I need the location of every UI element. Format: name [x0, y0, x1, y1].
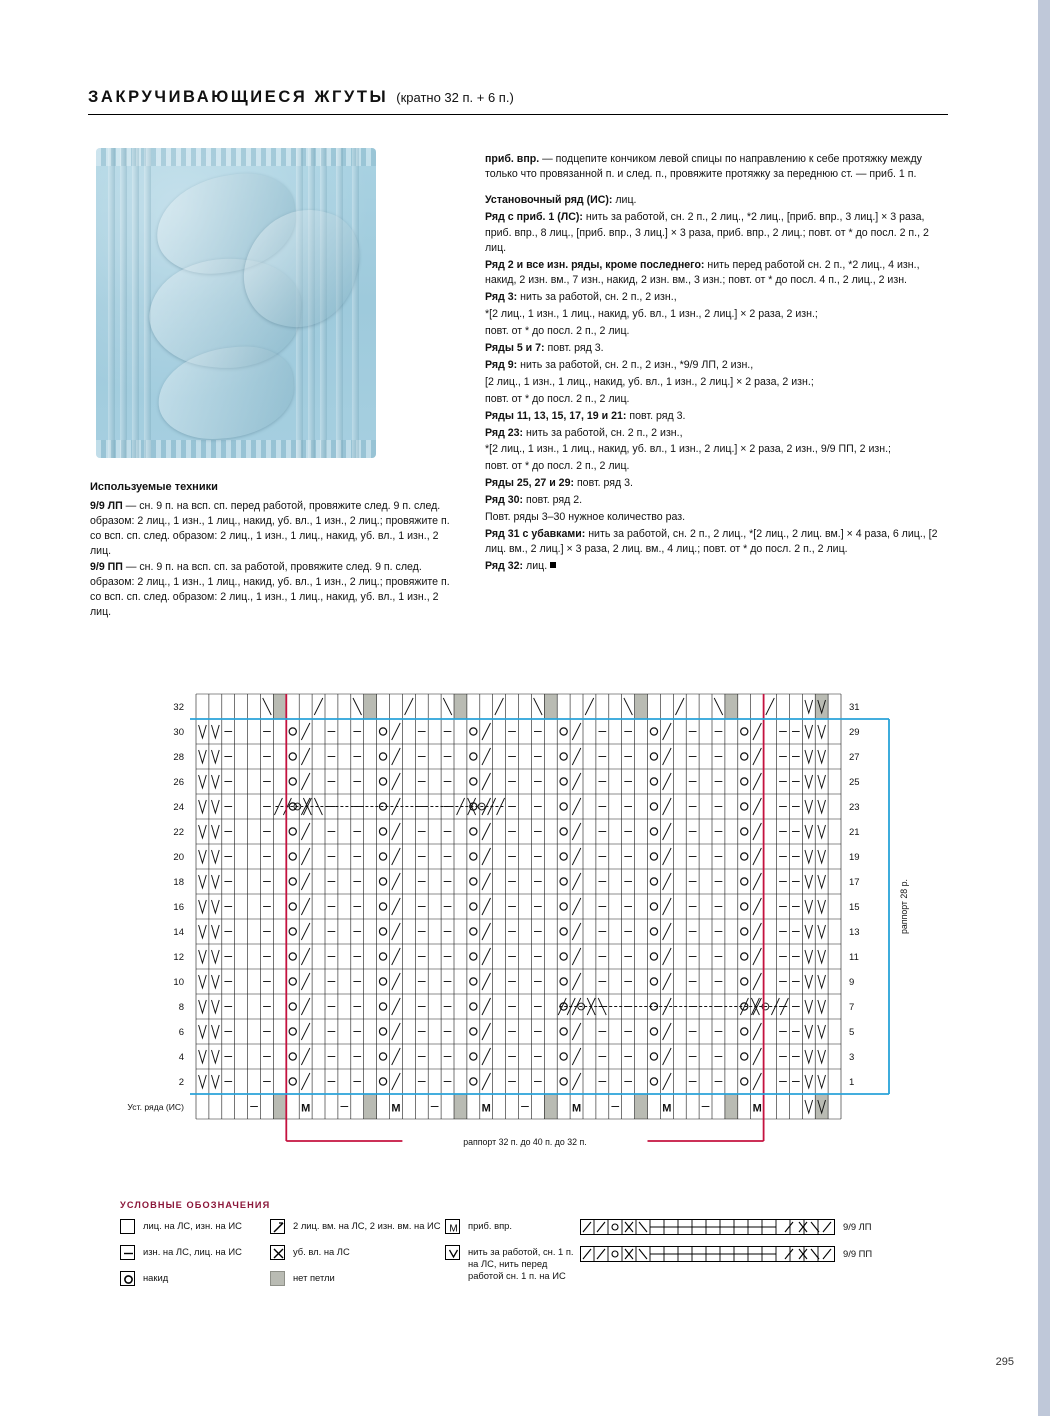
- make-one-square-icon: [445, 1219, 460, 1234]
- svg-text:M: M: [449, 1223, 458, 1235]
- instruction-row: [485, 341, 950, 356]
- instructions-block: [485, 152, 950, 576]
- instruction-label: Ряд 3:: [485, 291, 518, 304]
- legend-item-label: накид: [143, 1272, 169, 1283]
- svg-text:2: 2: [178, 1076, 184, 1088]
- instruction-label: Ряды 25, 27 и 29:: [485, 477, 574, 490]
- technique-label: 9/9 ПП: [90, 560, 123, 573]
- svg-text:M: M: [662, 1102, 672, 1115]
- svg-text:26: 26: [173, 776, 184, 788]
- instruction-row: [485, 409, 950, 424]
- instruction-row: [485, 510, 950, 525]
- page-edge-strip: [1038, 0, 1050, 1416]
- instruction-label: Ряд 9:: [485, 358, 518, 371]
- legend-column-2: [270, 1219, 445, 1297]
- cable-lp-icon: [580, 1219, 835, 1235]
- instruction-text: лиц.: [523, 560, 548, 573]
- abbreviation-label: приб. впр.: [485, 153, 540, 165]
- instruction-row: [485, 476, 950, 491]
- instruction-row: [485, 493, 950, 508]
- swatch-rib: [120, 148, 127, 458]
- instruction-text: *[2 лиц., 1 изн., 1 лиц., накид, уб. вл., 1 изн., 2 лиц.] × 2 раза, 2 изн., 9/9 ПП, 2 изн.;: [485, 443, 891, 456]
- instruction-row: [485, 527, 950, 558]
- technique-item: [90, 560, 450, 620]
- svg-text:4: 4: [178, 1051, 184, 1063]
- instruction-label: Ряд 2 и все изн. ряды, кроме последнего:: [485, 258, 705, 271]
- svg-text:15: 15: [849, 901, 860, 913]
- svg-text:13: 13: [849, 926, 860, 938]
- legend-item: [120, 1271, 270, 1286]
- legend-item: [120, 1219, 270, 1234]
- instruction-label: Ряд 23:: [485, 426, 524, 439]
- svg-text:17: 17: [849, 876, 860, 888]
- instruction-row: [485, 324, 950, 339]
- svg-text:27: 27: [849, 751, 860, 763]
- legend-item-label: лиц. на ЛС, изн. на ИС: [143, 1220, 242, 1231]
- knitting-swatch-photo: [96, 148, 376, 458]
- svg-text:M: M: [391, 1102, 401, 1115]
- svg-text:9: 9: [849, 976, 855, 988]
- k2tog-square-icon: [270, 1219, 285, 1234]
- svg-text:19: 19: [849, 851, 860, 863]
- slip-stitch-square-icon: [445, 1245, 460, 1260]
- legend-item-label: 9/9 ПП: [843, 1248, 873, 1259]
- instruction-text: лиц.: [612, 194, 637, 207]
- technique-text: — сн. 9 п. на всп. сп. за работой, провяжите след. 9 п. след. образом: 2 лиц., 1 изн., 1 лиц., накид, уб. вл., 1 изн., 2 лиц.; провяжите п. со всп. сп. след. образом: 2 лиц., 1 изн., 1 лиц., накид, уб. вл., 1 изн., 2 лиц.: [90, 560, 450, 618]
- legend-item-label: 9/9 ЛП: [843, 1221, 872, 1232]
- svg-text:M: M: [571, 1102, 582, 1115]
- instruction-text: повт. от * до посл. 2 п., 2 лиц.: [485, 392, 630, 405]
- instruction-text: повт. ряд 3.: [626, 409, 686, 422]
- instruction-text: нить за работой, сн. 2 п., 2 лиц., *2 лиц., [приб. впр., 3 лиц.] × 3 раза, приб. впр., 8 лиц., [приб. впр., 3 лиц.] × 3 раза, приб. впр., 2 лиц.; повт. от * до посл. 2 п., 2 лиц.: [485, 211, 929, 255]
- empty-square-icon: [120, 1219, 135, 1234]
- instruction-row: [485, 559, 950, 574]
- instruction-text: повт. ряд 3.: [574, 477, 633, 490]
- legend-item-label: изн. на ЛС, лиц. на ИС: [143, 1246, 242, 1257]
- stitch-chart-svg: [84, 688, 964, 1168]
- svg-text:20: 20: [173, 851, 184, 863]
- legend-column-3: [445, 1219, 580, 1297]
- techniques-block: [90, 480, 450, 621]
- legend-item: [445, 1219, 580, 1234]
- instruction-label: Ряд 30:: [485, 494, 524, 507]
- instruction-label: Установочный ряд (ИС):: [485, 194, 613, 207]
- svg-text:5: 5: [849, 1026, 855, 1038]
- instruction-text: нить за работой, сн. 2 п., 2 изн.,: [517, 291, 677, 304]
- abbreviation-note: [485, 152, 950, 183]
- title-divider: [88, 114, 948, 115]
- legend-item-label: уб. вл. на ЛС: [293, 1246, 350, 1257]
- svg-text:18: 18: [173, 876, 184, 888]
- legend-column-4: [580, 1219, 910, 1297]
- legend-item: [120, 1245, 270, 1260]
- svg-text:1: 1: [849, 1076, 855, 1088]
- legend-item: [580, 1219, 910, 1235]
- instruction-row: [485, 258, 950, 289]
- cable-pp-icon: [580, 1246, 835, 1262]
- end-of-pattern-marker: [550, 562, 556, 568]
- stitch-chart: [84, 688, 964, 1168]
- page-number: 295: [995, 1356, 1014, 1368]
- page-header: [88, 88, 948, 115]
- swatch-cable: [154, 342, 297, 444]
- technique-text: — сн. 9 п. на всп. сп. перед работой, провяжите след. 9 п. след. образом: 2 лиц., 1 изн., 1 лиц., накид, уб. вл., 1 изн., 2 лиц.; провяжите п. со всп. сп. след. образом: 2 лиц., 1 изн., 1 лиц., накид, уб. вл., 1 изн., 2 лиц.: [90, 499, 450, 557]
- svg-text:16: 16: [173, 901, 184, 913]
- instruction-text: повт. ряд 3.: [544, 341, 604, 354]
- instruction-text: нить за работой, сн. 2 п., 2 изн., *9/9 ЛП, 2 изн.,: [517, 358, 754, 371]
- svg-text:M: M: [301, 1102, 311, 1115]
- svg-text:29: 29: [849, 726, 860, 738]
- legend-item-label: нить за работой, сн. 1 п. на ЛС, нить перед работой сн. 1 п. на ИС: [468, 1246, 574, 1282]
- svg-text:24: 24: [173, 801, 184, 813]
- yarn-over-square-icon: [120, 1271, 135, 1286]
- instruction-text: нить перед работой сн. 2 п., *2 лиц., 4 изн., накид, 2 изн. вм., 7 изн., накид, 2 изн. вм., 3 изн.; повт. от * до посл. 4 п., 2 лиц., 2 изн.: [485, 258, 920, 287]
- svg-text:23: 23: [849, 801, 860, 813]
- svg-text:12: 12: [173, 951, 184, 963]
- legend-item: [580, 1246, 910, 1262]
- instruction-text: нить за работой, сн. 2 п., 2 изн.,: [523, 426, 683, 439]
- instruction-text: повт. от * до посл. 2 п., 2 лиц.: [485, 325, 630, 338]
- svg-text:28: 28: [173, 751, 184, 763]
- technique-label: 9/9 ЛП: [90, 499, 123, 512]
- legend-column-1: [120, 1219, 270, 1297]
- legend-item-label: нет петли: [293, 1272, 335, 1283]
- svg-text:7: 7: [849, 1001, 855, 1013]
- instruction-label: Ряды 5 и 7:: [485, 341, 545, 354]
- repeat-lines: [286, 694, 763, 1141]
- svg-text:M: M: [481, 1102, 491, 1115]
- svg-text:32: 32: [173, 701, 184, 713]
- instruction-text: нить за работой, сн. 2 п., 2 лиц., *[2 лиц., 2 лиц. вм.] × 4 раза, 6 лиц., [2 лиц. вм., 2 лиц.] × 3 раза, 2 лиц. вм., 4 лиц.; повт. от * до посл. 2 п., 2 лиц.: [485, 527, 938, 556]
- svg-text:25: 25: [849, 776, 860, 788]
- instruction-text: *[2 лиц., 1 изн., 1 лиц., накид, уб. вл., 1 изн., 2 лиц.] × 2 раза, 2 изн.;: [485, 308, 818, 321]
- instruction-row: [485, 307, 950, 322]
- instruction-row: [485, 426, 950, 441]
- chart-symbols: [199, 698, 826, 1115]
- instruction-row: [485, 290, 950, 305]
- abbreviation-text: — подцепите кончиком левой спицы по направлению к себе протяжку между только что провязанной п. и след. п., провяжите протяжку за переднюю ст. — приб. 1 п.: [485, 153, 922, 181]
- instruction-row: [485, 375, 950, 390]
- svg-text:22: 22: [173, 826, 184, 838]
- svg-text:30: 30: [173, 726, 184, 738]
- svg-text:6: 6: [178, 1026, 184, 1038]
- svg-text:раппорт 28 р.: раппорт 28 р.: [899, 879, 909, 934]
- svg-text:8: 8: [178, 1001, 184, 1013]
- legend-item: [270, 1219, 445, 1234]
- svg-text:раппорт 32 п. до 40 п. до 32 п: раппорт 32 п. до 40 п. до 32 п.: [463, 1137, 587, 1147]
- legend-item: [445, 1245, 580, 1283]
- instruction-label: Ряд с приб. 1 (ЛС):: [485, 211, 583, 224]
- ssk-x-square-icon: [270, 1245, 285, 1260]
- instruction-row: [485, 442, 950, 457]
- svg-text:11: 11: [849, 951, 859, 963]
- legend-item: [270, 1271, 445, 1286]
- instruction-text: повт. от * до посл. 2 п., 2 лиц.: [485, 460, 630, 473]
- svg-text:21: 21: [849, 826, 860, 838]
- techniques-heading: Используемые техники: [90, 481, 218, 493]
- chart-grid: [196, 694, 841, 1119]
- instruction-label: Ряд 32:: [485, 560, 524, 573]
- instruction-row: [485, 459, 950, 474]
- svg-text:3: 3: [849, 1051, 855, 1063]
- legend-item-label: 2 лиц. вм. на ЛС, 2 изн. вм. на ИС: [293, 1220, 441, 1231]
- svg-text:M: M: [752, 1102, 762, 1115]
- dash-square-icon: [120, 1245, 135, 1260]
- swatch-rib: [144, 148, 151, 458]
- legend-block: [120, 1200, 950, 1297]
- svg-text:Уст. ряда (ИС): Уст. ряда (ИС): [127, 1101, 184, 1112]
- svg-text:10: 10: [173, 976, 184, 988]
- instruction-row: [485, 193, 950, 208]
- svg-text:14: 14: [173, 926, 184, 938]
- instruction-text: Повт. ряды 3–30 нужное количество раз.: [485, 511, 686, 524]
- svg-text:31: 31: [849, 701, 860, 713]
- legend-title: УСЛОВНЫЕ ОБОЗНАЧЕНИЯ: [120, 1200, 271, 1210]
- no-stitch-square-icon: [270, 1271, 285, 1286]
- swatch-rib: [132, 148, 139, 458]
- instruction-row: [485, 210, 950, 256]
- instruction-row: [485, 392, 950, 407]
- legend-item: [270, 1245, 445, 1260]
- instruction-row: [485, 358, 950, 373]
- instruction-text: [2 лиц., 1 изн., 1 лиц., накид, уб. вл., 1 изн., 2 лиц.] × 2 раза, 2 изн.;: [485, 375, 814, 388]
- swatch-rib: [352, 148, 359, 458]
- legend-item-label: приб. впр.: [468, 1220, 512, 1231]
- page-title: ЗАКРУЧИВАЮЩИЕСЯ ЖГУТЫ: [88, 88, 389, 106]
- swatch-rib: [108, 148, 115, 458]
- instruction-label: Ряды 11, 13, 15, 17, 19 и 21:: [485, 409, 627, 422]
- technique-item: [90, 499, 450, 559]
- instruction-label: Ряд 31 с убавками:: [485, 527, 586, 540]
- page-subtitle: (кратно 32 п. + 6 п.): [396, 90, 514, 105]
- instruction-text: повт. ряд 2.: [523, 494, 583, 507]
